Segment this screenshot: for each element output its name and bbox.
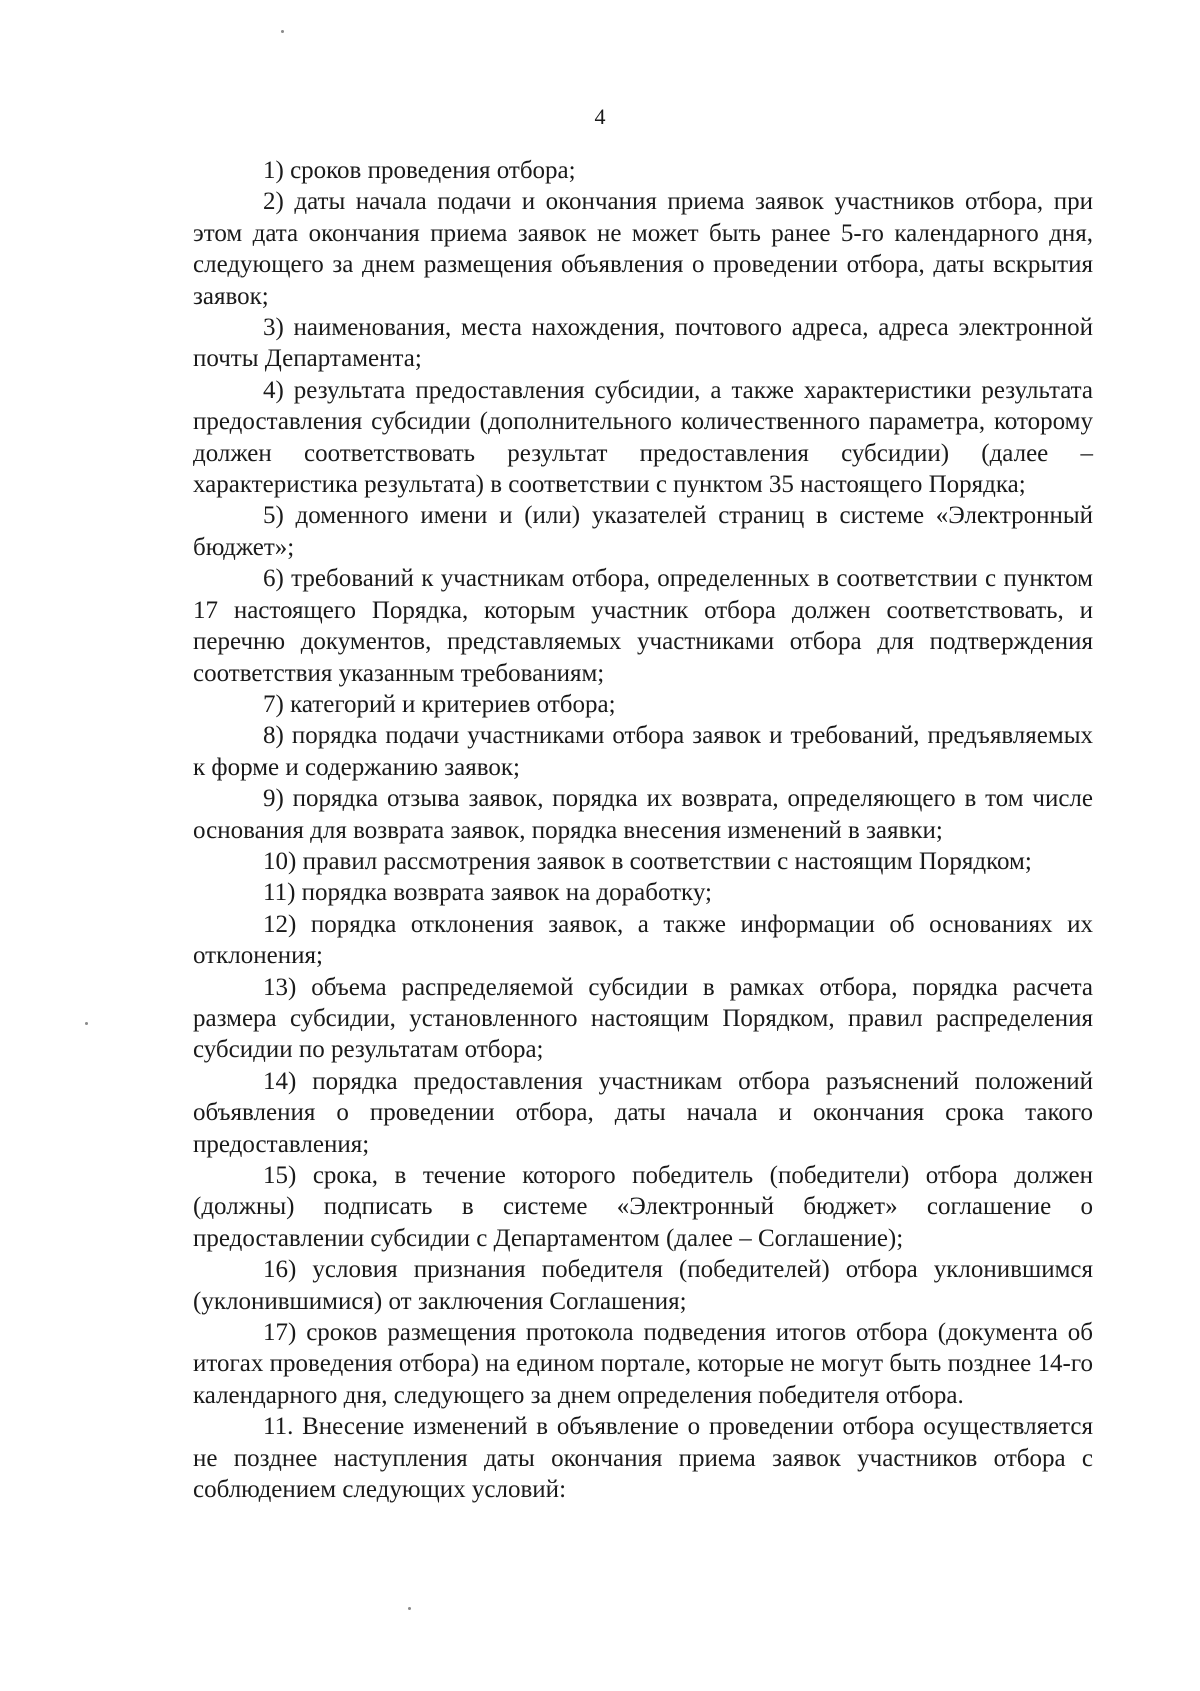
- list-item-14: 14) порядка предоставления участникам отбора разъяснений положений объявления о проведении отбора, даты начала и окончания срока такого предоставления;: [193, 1067, 1093, 1158]
- list-item-10: 10) правил рассмотрения заявок в соответствии с настоящим Порядком;: [263, 847, 1032, 875]
- page-number: 4: [594, 104, 606, 129]
- scan-speck: [408, 1607, 411, 1610]
- scan-speck: [85, 1022, 88, 1025]
- list-item-5: 5) доменного имени и (или) указателей страниц в системе «Электронный бюджет»;: [193, 502, 1093, 561]
- list-item-1: 1) сроков проведения отбора;: [263, 157, 576, 184]
- list-item-6: 6) требований к участникам отбора, определенных в соответствии с пунктом 17 настоящего Порядка, которым участник отбора должен соответствовать, и перечню документов, представляемых участниками отбора для подтверждения соответствия указанным требованиям;: [193, 565, 1093, 687]
- list-item-13: 13) объема распределяемой субсидии в рамках отбора, порядка расчета размера субсидии, установленного настоящим Порядком, правил распределения субсидии по результатам отбора;: [193, 973, 1093, 1064]
- list-item-8: 8) порядка подачи участниками отбора заявок и требований, предъявляемых к форме и содержанию заявок;: [193, 722, 1093, 781]
- list-item-9: 9) порядка отзыва заявок, порядка их возврата, определяющего в том числе основания для возврата заявок, порядка внесения изменений в заявки;: [193, 785, 1093, 844]
- list-item-16: 16) условия признания победителя (победителей) отбора уклонившимся (уклонившимися) от заключения Соглашения;: [193, 1256, 1093, 1315]
- list-item-17: 17) сроков размещения протокола подведения итогов отбора (документа об итогах проведения отбора) на едином портале, которые не могут быть позднее 14-го календарного дня, следующего за днем определения победителя отбора.: [193, 1319, 1093, 1409]
- section-11-paragraph: 11. Внесение изменений в объявление о проведении отбора осуществляется не позднее наступления даты окончания приема заявок участников отбора с соблюдением следующих условий:: [193, 1413, 1093, 1504]
- list-item-7: 7) категорий и критериев отбора;: [263, 690, 616, 718]
- scan-speck: [281, 30, 284, 33]
- list-item-12: 12) порядка отклонения заявок, а также информации об основаниях их отклонения;: [193, 910, 1093, 970]
- list-item-3: 3) наименования, места нахождения, почтового адреса, адреса электронной почты Департамента;: [193, 314, 1093, 373]
- list-item-11: 11) порядка возврата заявок на доработку;: [263, 879, 712, 907]
- list-item-15: 15) срока, в течение которого победитель (победители) отбора должен (должны) подписать в системе «Электронный бюджет» соглашение о предоставлении субсидии с Департаментом (далее – Соглашение);: [193, 1162, 1093, 1252]
- list-item-4: 4) результата предоставления субсидии, а также характеристики результата предоставления субсидии (дополнительного количественного параметра, которому должен соответствовать результат предоставления субсидии) (далее – характеристика результата) в соответствии с пунктом 35 настоящего Порядка;: [193, 376, 1093, 499]
- list-item-2: 2) даты начала подачи и окончания приема заявок участников отбора, при этом дата окончания приема заявок не может быть ранее 5-го календарного дня, следующего за днем размещения объявления о проведении отбора, даты вскрытия заявок;: [193, 188, 1093, 310]
- document-body: [193, 155, 1093, 1505]
